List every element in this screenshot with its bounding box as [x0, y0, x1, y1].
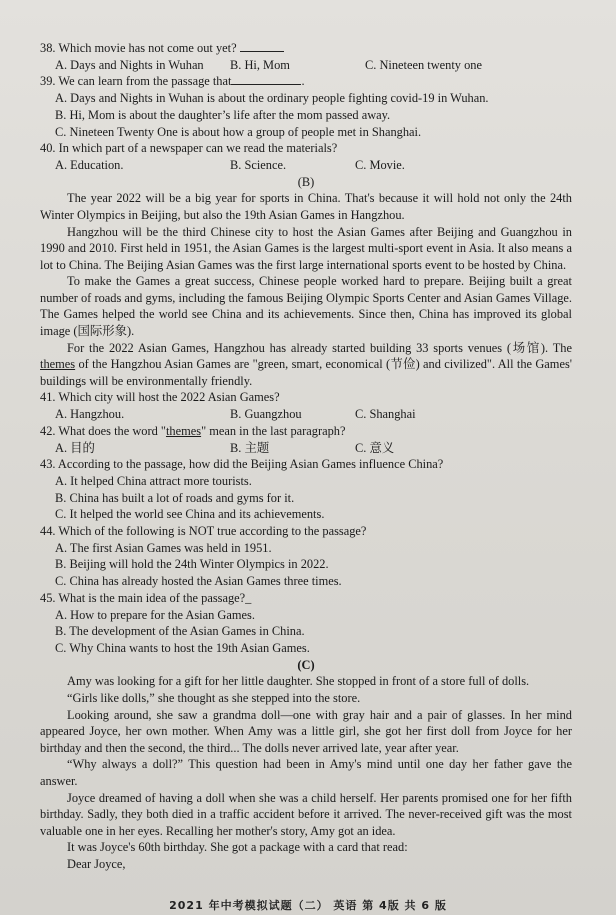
question-45-stem: 45. What is the main idea of the passage?_ — [40, 590, 252, 605]
question-43-option-a: A. It helped China attract more tourists. — [55, 473, 252, 488]
question-42-options — [40, 440, 572, 457]
question-43-stem: 43. According to the passage, how did the Beijing Asian Games influence China? — [40, 457, 444, 472]
question-43-option-b: B. China has built a lot of roads and gyms for it. — [55, 490, 295, 505]
option-a: A. Days and Nights in Wuhan — [55, 57, 204, 72]
section-c-label: (C) — [297, 657, 315, 672]
passage-c-paragraph-7: Dear Joyce, — [67, 856, 126, 871]
option-b: B. Guangzhou — [230, 407, 302, 422]
option-c: C. 意义 — [355, 440, 395, 455]
option-a: A. Hangzhou. — [55, 407, 125, 422]
option-b: B. Science. — [230, 157, 287, 172]
section-b-label: (B) — [297, 174, 315, 189]
passage-c-paragraph-5: Joyce dreamed of having a doll when she was a child herself. Her parents promised one for her fifth birthday. Sadly, they both died in a traffic accident before it arrived. The never-received gift was the most valuable one in her eyes. Recalling her mother's story, Amy got an idea. — [40, 790, 572, 838]
passage-c-paragraph-6: It was Joyce's 60th birthday. She got a package with a card that read: — [67, 840, 408, 855]
question-44-stem: 44. Which of the following is NOT true according to the passage? — [40, 524, 367, 539]
question-44-option-b: B. Beijing will hold the 24th Winter Olympics in 2022. — [55, 557, 329, 572]
passage-c-paragraph-1: Amy was looking for a gift for her little daughter. She stopped in front of a store full of dolls. — [67, 674, 530, 689]
option-c: C. Shanghai — [355, 407, 416, 422]
passage-b-paragraph-1: The year 2022 will be a big year for sports in China. That's because it will hold not only the 24th Winter Olympics in Beijing, but also the 19th Asian Games in Hangzhou. — [40, 191, 572, 222]
page-content — [40, 40, 572, 873]
option-a: A. Education. — [55, 157, 124, 172]
question-38-stem: 38. Which movie has not come out yet? — [40, 40, 572, 57]
option-b: B. 主题 — [230, 440, 270, 455]
question-45-option-a: A. How to prepare for the Asian Games. — [55, 607, 255, 622]
option-b: B. Hi, Mom — [230, 57, 290, 72]
answer-blank — [231, 74, 301, 85]
question-39-option-b: B. Hi, Mom is about the daughter’s life after the mom passed away. — [55, 107, 391, 122]
option-c: C. Nineteen twenty one — [365, 57, 482, 72]
passage-c-paragraph-4: “Why always a doll?” This question had been in Amy's mind until one day her father gave the answer. — [40, 757, 572, 788]
page-footer: 2021 年中考模拟试题（二） 英语 第 4版 共 6 版 — [169, 899, 447, 912]
question-43-option-c: C. It helped the world see China and its achievements. — [55, 507, 325, 522]
question-39-option-a: A. Days and Nights in Wuhan is about the ordinary people fighting covid-19 in Wuhan. — [55, 91, 489, 106]
passage-b-paragraph-2: Hangzhou will be the third Chinese city to host the Asian Games after Beijing and Guangzhou in 1990 and 2010. First held in 1951, the Asian Games is the largest multi-sport event in Asia. It also means a lot to China. The Beijing Asian Games was the first large international sports event to be hosted by China. — [40, 224, 572, 272]
passage-b-paragraph-3: To make the Games a great success, Chinese people worked hard to prepare. Beijing built a great number of roads and gyms, including the famous Beijing Olympic Sports Center and Asian Games Village. The Games helped the world see China and its achievements. Since then, China has improved its global image (国际形象). — [40, 274, 572, 339]
passage-c-paragraph-2: “Girls like dolls,” she thought as she stepped into the store. — [67, 691, 361, 705]
question-40-options — [40, 157, 572, 174]
question-42-stem: 42. What does the word "themes" mean in the last paragraph? — [40, 423, 346, 438]
answer-blank — [240, 41, 284, 52]
question-45-option-b: B. The development of the Asian Games in China. — [55, 624, 305, 639]
question-41-stem: 41. Which city will host the 2022 Asian Games? — [40, 390, 280, 405]
option-a: A. 目的 — [55, 440, 95, 455]
option-c: C. Movie. — [355, 157, 405, 172]
question-38-options — [40, 57, 572, 74]
question-39-stem: 39. We can learn from the passage that . — [40, 74, 305, 89]
question-40-stem: 40. In which part of a newspaper can we read the materials? — [40, 141, 338, 156]
passage-c-paragraph-3: Looking around, she saw a grandma doll—one with gray hair and a pair of glasses. In her mind appeared Joyce, her own mother. When Amy was a little girl, she got her first doll from Joyce for her birthday and then the second, the third... The dolls never arrived late, year after year. — [40, 707, 572, 755]
question-45-option-c: C. Why China wants to host the 19th Asian Games. — [55, 641, 310, 655]
question-39-option-c: C. Nineteen Twenty One is about how a group of people met in Shanghai. — [55, 124, 422, 139]
question-44-option-c: C. China has already hosted the Asian Games three times. — [55, 574, 342, 589]
question-44-option-a: A. The first Asian Games was held in 1951. — [55, 540, 272, 555]
question-41-options — [40, 406, 572, 423]
passage-b-paragraph-4: For the 2022 Asian Games, Hangzhou has already started building 33 sports venues (场馆). The themes of the Hangzhou Asian Games are "green, smart, economical (节俭) and civilized". All the Games' buildings will be environmentally friendly. — [40, 340, 572, 388]
